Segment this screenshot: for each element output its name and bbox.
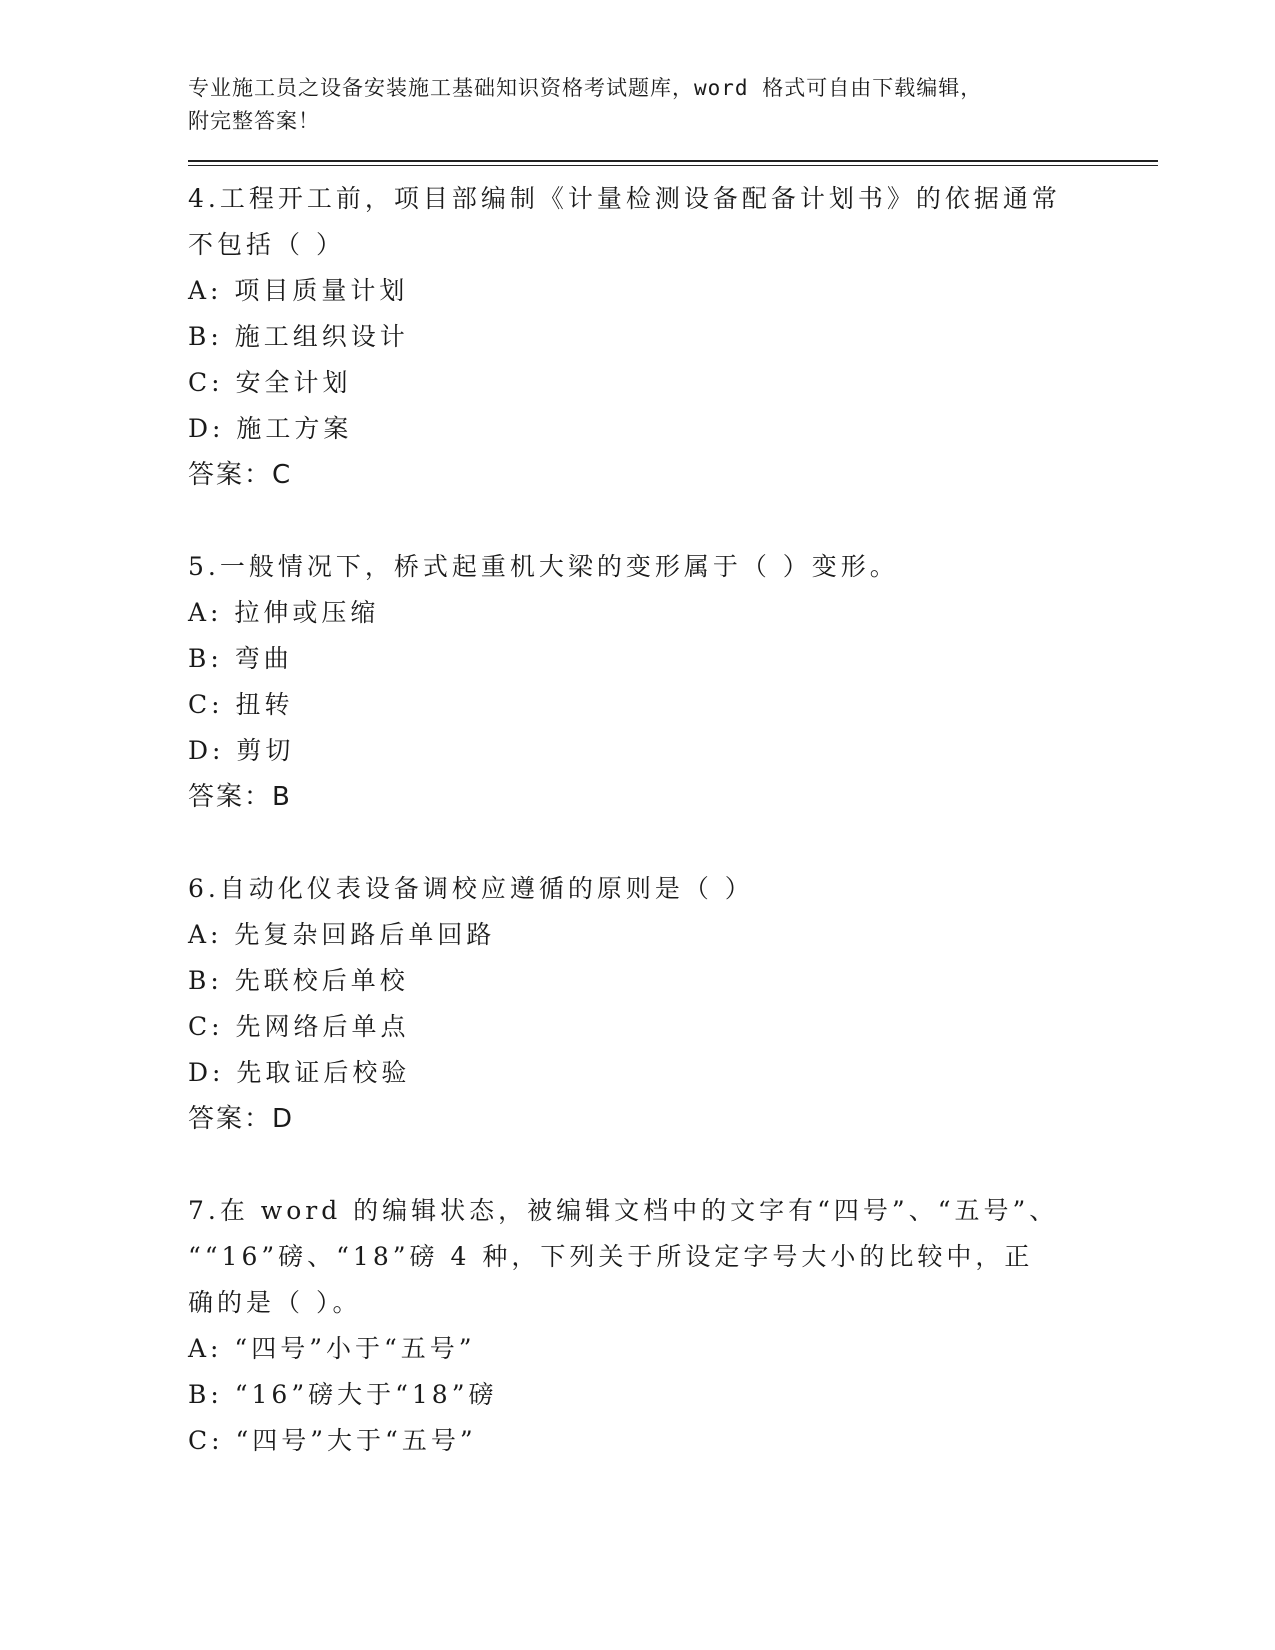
header-line-1: 专业施工员之设备安装施工基础知识资格考试题库，word 格式可自由下载编辑， <box>188 76 983 100</box>
option-b: B: “16”磅大于“18”磅 <box>188 1380 498 1409</box>
document-header <box>188 72 1158 138</box>
option-a: A: 拉伸或压缩 <box>188 598 380 627</box>
question-stem: ““16”磅、“18”磅 4 种，下列关于所设定字号大小的比较中，正 <box>188 1242 1034 1271</box>
option-d: D: 先取证后校验 <box>188 1058 411 1087</box>
option-b: B: 施工组织设计 <box>188 322 409 351</box>
question-stem: 确的是（ ）。 <box>188 1288 362 1317</box>
question-list <box>188 176 1158 1464</box>
option-c: C: “四号”大于“五号” <box>188 1426 477 1455</box>
question-5 <box>188 544 1158 820</box>
option-c: C: 先网络后单点 <box>188 1012 410 1041</box>
answer: 答案：C <box>188 460 293 490</box>
question-stem: 4.工程开工前，项目部编制《计量检测设备配备计划书》的依据通常 <box>188 184 1061 213</box>
header-divider <box>188 160 1158 162</box>
option-a: A: 先复杂回路后单回路 <box>188 920 496 949</box>
header-line-2: 附完整答案！ <box>188 109 320 133</box>
question-stem: 7.在 word 的编辑状态，被编辑文档中的文字有“四号”、“五号”、 <box>188 1196 1059 1225</box>
question-stem: 5.一般情况下，桥式起重机大梁的变形属于（ ）变形。 <box>188 552 899 581</box>
option-a: A: 项目质量计划 <box>188 276 409 305</box>
question-stem: 不包括（ ） <box>188 230 345 259</box>
option-b: B: 弯曲 <box>188 644 293 673</box>
question-7 <box>188 1188 1158 1464</box>
question-stem: 6.自动化仪表设备调校应遵循的原则是（ ） <box>188 874 754 903</box>
document-page <box>188 72 1158 1510</box>
question-6 <box>188 866 1158 1142</box>
option-a: A: “四号”小于“五号” <box>188 1334 476 1363</box>
answer: 答案：B <box>188 782 292 812</box>
answer: 答案：D <box>188 1104 295 1134</box>
option-c: C: 安全计划 <box>188 368 352 397</box>
question-4 <box>188 176 1158 498</box>
option-b: B: 先联校后单校 <box>188 966 409 995</box>
option-c: C: 扭转 <box>188 690 294 719</box>
option-d: D: 剪切 <box>188 736 295 765</box>
option-d: D: 施工方案 <box>188 414 353 443</box>
